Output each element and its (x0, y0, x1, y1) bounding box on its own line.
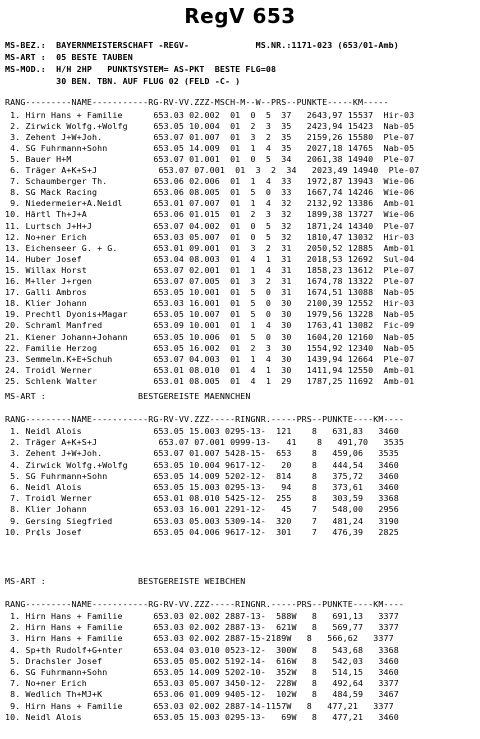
maennchen-row: 6. Neidl Alois 653.05 15.003 0295-13- 94 8 373,61 3460 (5, 482, 399, 492)
ranking-row: 2. Zirwick Wolfg.+Wolfg 653.05 10.004 01 2 3 35 2423,94 15423 Nab-05 (5, 120, 415, 131)
weibchen-row: 2. Hirn Hans + Familie 653.03 02.002 2887-13- 621W 8 569,77 3377 (5, 622, 399, 633)
header-line: MS-MOD.: H/H 2HP PUNKTSYSTEM= AS-PKT BESTE FLG=08 (5, 64, 277, 74)
maennchen-row: 10. Pr¢ls Josef 653.05 04.006 9617-12- 301 7 476,39 2825 (5, 526, 399, 537)
section-label-weibchen: MS-ART : BESTGEREISTE WEIBCHEN (5, 576, 246, 586)
weibchen-row: 1. Hirn Hans + Familie 653.03 02.002 2887-13- 588W 8 691,13 3377 (5, 611, 399, 621)
weibchen-row: 9. Hirn Hans + Familie 653.03 02.002 2887-14-1157W 8 477,21 3377 (5, 700, 394, 711)
ranking-row: 10. Härtl Th+J+A 653.06 01.015 01 2 3 32 1899,38 13727 Wie-06 (5, 209, 415, 220)
ranking-row: 8. SG Mack Racing 653.06 08.005 01 5 0 33 1667,74 14246 Wie-06 (5, 187, 415, 198)
ranking-row: 3. Zehent J+W+Joh. 653.07 01.007 01 3 2 35 2159,26 15580 Ple-07 (5, 131, 415, 142)
ranking-row: 5. Bauer H+M 653.07 01.001 01 0 5 34 2061,38 14940 Ple-07 (5, 153, 415, 164)
ranking-row: 23. Semmelm.K+E+Schuh 653.07 04.003 01 1 4 30 1439,94 12664 Ple-07 (5, 353, 415, 364)
weibchen-row: 6. SG Fuhrmann+Sohn 653.05 14.009 5202-10- 352W 8 514,15 3460 (5, 667, 399, 677)
header-line: MS-BEZ.: BAYERNMEISTERSCHAFT -REGV- MS.NR.:1171-023 (653/01-Amb) (5, 40, 399, 50)
ranking-row: 21. Kiener Johann+Johann 653.05 10.006 01 5 0 30 1604,20 12160 Nab-05 (5, 331, 415, 342)
maennchen-row: 4. Zirwick Wolfg.+Wolfg 653.05 10.004 9617-12- 20 8 444,54 3460 (5, 459, 399, 470)
maennchen-column-header: RANG---------NAME-----------RG-RV-VV.ZZZ-----RINGNR.-----PRS--PUNKTE----KM---- (5, 414, 404, 424)
ranking-row: 20. Schraml Manfred 653.09 10.001 01 1 4 30 1763,41 13082 Fic-09 (5, 320, 415, 331)
maennchen-row: 1. Neidl Alois 653.05 15.003 0295-13- 121 8 631,83 3460 (5, 426, 399, 436)
ranking-row: 16. M+ller J+rgen 653.07 07.005 01 3 2 31 1674,78 13322 Ple-07 (5, 276, 415, 286)
maennchen-row: 5. SG Fuhrmann+Sohn 653.05 14.009 5202-12- 814 8 375,72 3460 (5, 470, 399, 481)
ranking-row: 13. Eichenseer G. + G. 653.01 09.001 01 3 2 31 2050,52 12885 Amb-01 (5, 242, 415, 253)
ranking-row: 7. Schaumberger Th. 653.06 02.006 01 1 4 33 1972,87 13943 Wie-06 (5, 176, 415, 187)
ranking-row: 18. Klier Johann 653.03 16.001 01 5 0 30 2100,39 12552 Hir-03 (5, 298, 415, 309)
ranking-row: 24. Troidl Werner 653.01 08.010 01 4 1 30 1411,94 12550 Amb-01 (5, 364, 415, 375)
header-line: MS-ART : 05 BESTE TAUBEN (5, 52, 133, 62)
ranking-row: 19. Prechtl Dyonis+Magar 653.05 10.007 01 5 0 30 1979,56 13228 Nab-05 (5, 309, 415, 320)
document-title: RegV 653 (184, 4, 296, 28)
header-line: 30 BEN. TBN. AUF FLUG 02 (FELD -C- ) (5, 76, 241, 86)
weibchen-row: 7. No+ner Erich 653.03 05.007 3450-12- 228W 8 492,64 3377 (5, 678, 399, 689)
maennchen-row: 2. Träger A+K+S+J 653.07 07.001 0999-13- 41 8 491,70 3535 (5, 437, 404, 448)
weibchen-row: 3. Hirn Hans + Familie 653.03 02.002 2887-15-2189W 8 566,62 3377 (5, 633, 394, 644)
ranking-row: 22. Familie Herzog 653.05 16.002 01 2 3 30 1554,92 12340 Nab-05 (5, 342, 415, 353)
ranking-row: 9. Niedermeier+A.Neidl 653.01 07.007 01 1 4 32 2132,92 13386 Amb-01 (5, 198, 415, 209)
maennchen-row: 7. Troidl Werner 653.01 08.010 5425-12- 255 8 303,59 3368 (5, 493, 399, 504)
ranking-row: 11. Lurtsch J+H+J 653.07 04.002 01 0 5 32 1871,24 14340 Ple-07 (5, 220, 415, 231)
ranking-row: 14. Huber Josef 653.04 08.003 01 4 1 31 2018,53 12692 Sul-04 (5, 253, 415, 264)
weibchen-row: 5. Drachsler Josef 653.05 05.002 5192-14- 616W 8 542,03 3460 (5, 655, 399, 666)
ranking-column-header: RANG---------NAME-----------RG-RV-VV.ZZZ-MSCH-M--W--PRS--PUNKTE-----KM----- (5, 97, 389, 107)
ranking-row: 15. Willax Horst 653.07 02.001 01 1 4 31 1858,23 13612 Ple-07 (5, 264, 415, 275)
maennchen-row: 8. Klier Johann 653.03 16.001 2291-12- 45 7 548,00 2956 (5, 504, 399, 515)
section-label-maennchen: MS-ART : BESTGEREISTE MAENNCHEN (5, 391, 251, 401)
ranking-row: 1. Hirn Hans + Familie 653.03 02.002 01 0 5 37 2643,97 15537 Hir-03 (5, 109, 415, 120)
weibchen-row: 10. Neidl Alois 653.05 15.003 0295-13- 69W 8 477,21 3460 (5, 711, 399, 722)
weibchen-row: 8. Wedlich Th+MJ+K 653.06 01.009 9405-12- 102W 8 484,59 3467 (5, 689, 399, 700)
weibchen-row: 4. Sp+th Rudolf+G+nter 653.04 03.010 0523-12- 300W 8 543,68 3368 (5, 644, 399, 655)
maennchen-row: 3. Zehent J+W+Joh. 653.07 01.007 5428-15- 653 8 459,06 3535 (5, 448, 399, 459)
maennchen-row: 9. Gersing Siegfried 653.03 05.003 5309-14- 320 7 481,24 3190 (5, 515, 399, 526)
ranking-row: 4. SG Fuhrmann+Sohn 653.05 14.009 01 1 4 35 2027,18 14765 Nab-05 (5, 142, 415, 153)
ranking-row: 12. No+ner Erich 653.03 05.007 01 0 5 32 1810,47 13032 Hir-03 (5, 231, 415, 242)
ranking-row: 17. Galli Ambros 653.05 10.001 01 5 0 31 1674,51 13088 Nab-05 (5, 287, 415, 298)
ranking-row: 25. Schlenk Walter 653.01 08.005 01 4 1 29 1787,25 11692 Amb-01 (5, 375, 415, 386)
weibchen-column-header: RANG---------NAME-----------RG-RV-VV.ZZZ-----RINGNR.-----PRS--PUNKTE----KM---- (5, 599, 404, 609)
ranking-row: 6. Träger A+K+S+J 653.07 07.001 01 3 2 34 2023,49 14940 Ple-07 (5, 165, 420, 175)
